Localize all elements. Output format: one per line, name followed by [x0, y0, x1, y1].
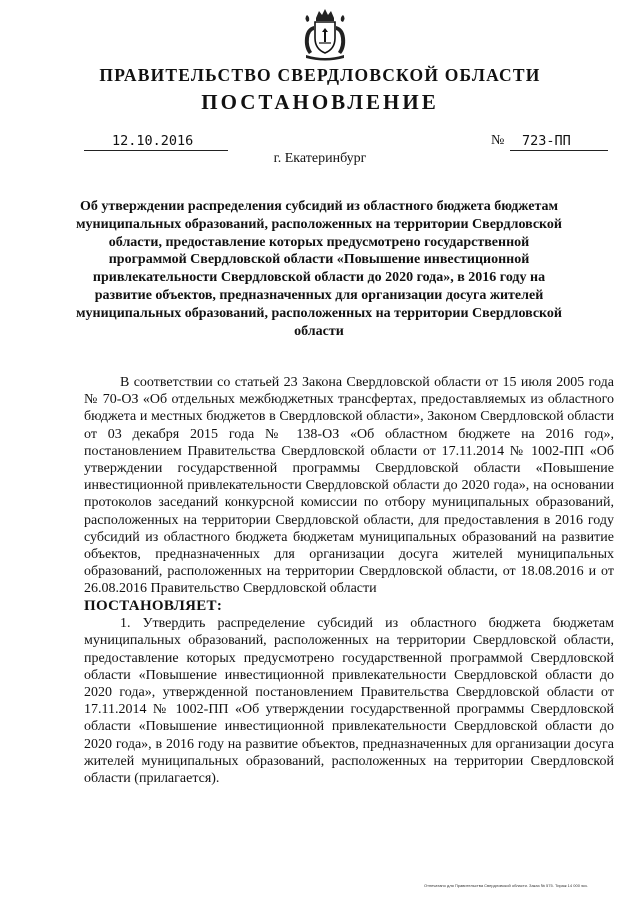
document-type-heading: ПОСТАНОВЛЕНИЕ: [201, 90, 439, 114]
date-field: [84, 132, 228, 151]
document-body: [84, 374, 614, 787]
document-number: 723-ПП: [522, 133, 571, 149]
document-title: Об утверждении распределения субсидий из областного бюджета бюджетам муниципальных образований, расположенных на территории Свердловской области, предоставление которых предусмотрено государственной программой Свердловской области «Повышение инвестиционной привлекательности Свердловской области до 2020 года», в 2016 году на развитие объектов, предназначенных для организации досуга жителей муниципальных образований, расположенных на территории Свердловской области: [76, 199, 562, 339]
item-1-paragraph: 1. Утвердить распределение субсидий из областного бюджета бюджетам муниципальных образований, расположенных на территории Свердловской области, предоставление которых предусмотрено государственной программой Свердловской области «Повышение инвестиционной привлекательности Свердловской области до 2020 года», утвержденной постановлением Правительства Свердловской области от 17.11.2014 № 1002-ПП «Об утверждении государственной программы Свердловской области «Повышение инвестиционной привлекательности Свердловской области до 2020 года», в 2016 году на развитие объектов, предназначенных для организации досуга жителей муниципальных образований, расположенных на территории Свердловской области (прилагается).: [84, 616, 614, 786]
resolve-heading: ПОСТАНОВЛЯЕТ:: [84, 597, 223, 614]
government-heading: ПРАВИТЕЛЬСТВО СВЕРДЛОВСКОЙ ОБЛАСТИ: [99, 65, 541, 85]
city: г. Екатеринбург: [273, 151, 367, 166]
preamble-paragraph: В соответствии со статьей 23 Закона Свердловской области от 15 июля 2005 года № 70-ОЗ «Об отдельных межбюджетных трансфертах, предоставляемых из областного бюджета и местных бюджетов в Свердловской области», Законом Свердловской области от 03 декабря 2015 года № 138-ОЗ «Об областном бюджете на 2016 год», постановлением Правительства Свердловской области от 17.11.2014 № 1002-ПП «Об утверждении государственной программы Свердловской области «Повышение инвестиционной привлекательности Свердловской области до 2020 года», на основании протоколов заседаний конкурсной комиссии по отбору муниципальных образований, расположенных на территории Свердловской области, для предоставления в 2016 году субсидий из областного бюджета бюджетам муниципальных образований на развитие объектов, предназначенных для организации досуга жителей муниципальных образований, расположенных на территории Свердловской области, от 18.08.2016 и от 26.08.2016 Правительство Свердловской области: [84, 375, 614, 597]
number-sign: №: [491, 133, 505, 148]
coat-of-arms-icon: [300, 8, 350, 62]
number-field: [510, 132, 608, 151]
document-date: 12.10.2016: [112, 133, 194, 149]
print-note: Отпечатано для Правительства Свердловской области. Заказ № 575. Тираж 14 000 экз.: [424, 883, 588, 888]
